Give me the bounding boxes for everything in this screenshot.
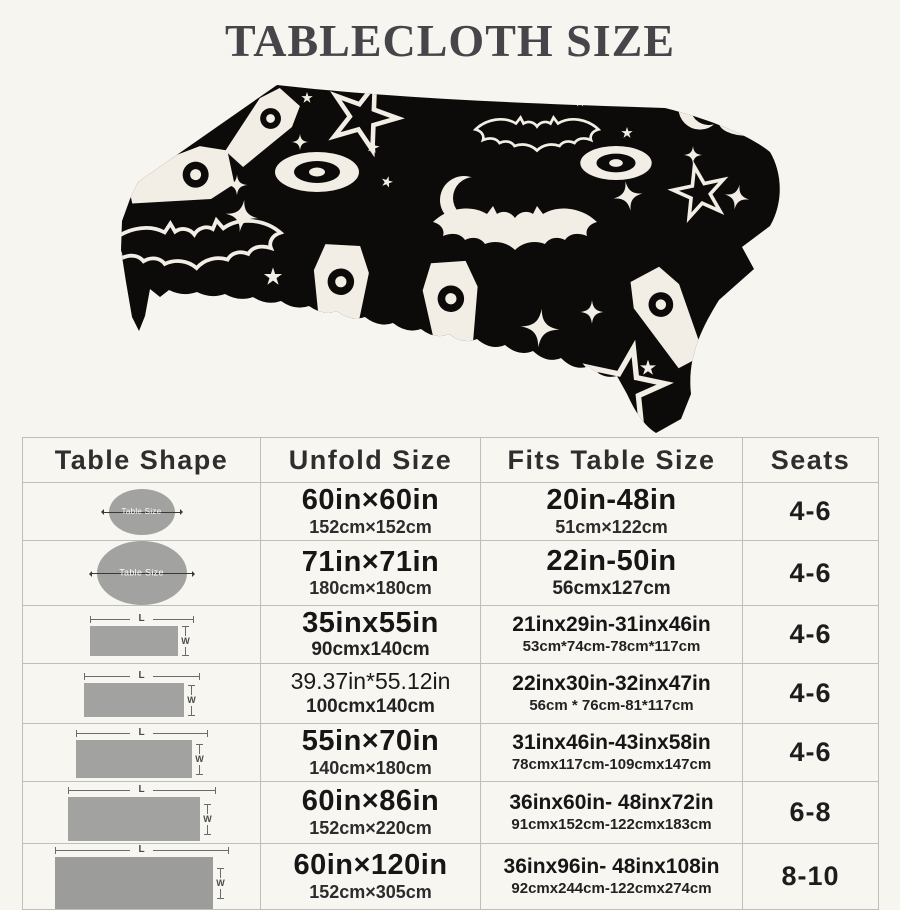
width-label: W [203,813,212,824]
unfold-size-metric: 90cmx140cm [311,639,430,661]
tick-icon [188,715,195,716]
length-label: L [138,727,145,738]
unfold-size-metric: 152cm×152cm [309,516,432,537]
tick-icon [196,774,203,775]
fits-cell [481,782,743,844]
shape-cell [23,724,261,782]
fits-size-value: 21inx29in-31inx46in [512,612,711,636]
table-rectangle [84,683,184,717]
fits-size-value: 22inx30in-32inx47in [512,671,711,695]
seats-cell: 8-10 [743,844,879,910]
length-dimension [84,670,200,682]
arrow-line-icon [76,733,131,734]
rectangle-table-icon [84,670,200,717]
seats-cell: 4-6 [743,483,879,541]
round-table-icon [109,489,175,535]
unfold-size-value: 60in×60in [301,484,440,517]
unfold-cell [261,664,481,724]
width-dimension [184,683,200,717]
unfold-size-metric: 152cm×220cm [309,817,432,838]
fits-size-value: 20in-48in [546,484,677,517]
fits-size-metric: 51cm×122cm [555,516,668,537]
width-dimension [213,857,229,909]
header-seats: Seats [743,438,879,483]
table-row [23,724,879,782]
fits-size-metric: 56cmx127cm [552,577,671,599]
shape-label: Table Size [121,506,162,516]
seats-cell: 4-6 [743,664,879,724]
header-unfold-size: Unfold Size [261,438,481,483]
rectangle-table-icon [90,613,194,656]
fits-size-value: 22in-50in [546,545,677,578]
unfold-size-value: 55in×70in [301,725,440,758]
seats-cell: 6-8 [743,782,879,844]
unfold-size-metric: 140cm×180cm [309,757,432,778]
arrow-line-icon [153,850,229,851]
header-table-shape: Table Shape [23,438,261,483]
unfold-cell [261,483,481,541]
fits-size-metric: 53cm*74cm-78cm*117cm [522,638,701,656]
fits-size-metric: 91cmx152cm-122cmx183cm [511,816,712,834]
length-label: L [138,784,145,795]
rectangle-table-icon [76,727,208,778]
arrow-line-icon [199,745,200,754]
seats-cell: 4-6 [743,724,879,782]
table-row [23,483,879,541]
arrow-line-icon [84,676,131,677]
length-label: L [138,670,145,681]
tick-icon [217,898,224,899]
rectangle-table-icon [55,844,229,909]
arrow-line-icon [207,805,208,814]
page-title: TABLECLOTH SIZE [224,15,676,66]
width-dimension [200,797,216,841]
shape-cell [23,483,261,541]
fits-cell [481,541,743,606]
tick-icon [204,834,211,835]
rectangle-table-icon [68,784,216,841]
crescent-moon-icon [678,86,728,129]
shape-cell [23,664,261,724]
arrow-line-icon [220,889,221,898]
unfold-cell [261,782,481,844]
length-dimension [55,844,229,856]
unfold-size-value: 35inx55in [302,606,439,639]
unfold-cell [261,541,481,606]
arrow-line-icon [207,825,208,834]
fits-size-metric: 56cm * 76cm-81*117cm [529,697,694,715]
table-row [23,541,879,606]
unfold-size-value: 39.37in*55.12in [290,668,451,695]
arrow-line-icon [153,790,216,791]
arrow-line-icon [185,647,186,656]
fits-cell [481,483,743,541]
fits-cell [481,606,743,664]
shape-label: Table Size [119,567,164,578]
tick-icon [182,655,189,656]
arrow-line-icon [68,790,131,791]
shape-cell [23,541,261,606]
fits-size-metric: 78cmx117cm-109cmx147cm [511,756,712,774]
eyeball-icon [275,152,359,192]
length-dimension [76,727,208,739]
arrow-line-icon [191,706,192,715]
length-label: L [138,613,145,624]
arrow-line-icon [55,850,131,851]
length-dimension [90,613,194,625]
table-rectangle [68,797,200,841]
eyeball-icon [580,146,651,180]
fits-size-value: 36inx96in- 48inx108in [503,854,720,878]
table-rectangle [90,626,178,656]
arrow-line-icon [220,869,221,878]
unfold-size-metric: 180cm×180cm [309,578,432,599]
table-row [23,782,879,844]
arrow-line-icon [153,676,200,677]
unfold-size-value: 60in×120in [293,849,448,882]
table-rectangle [76,740,192,778]
fits-size-value: 36inx60in- 48inx72in [509,790,714,814]
size-chart-table [22,437,879,910]
shape-cell [23,606,261,664]
fits-size-value: 31inx46in-43inx58in [512,730,711,754]
seats-cell: 4-6 [743,606,879,664]
table-row [23,606,879,664]
star-icon [575,97,585,107]
arrow-line-icon [185,627,186,636]
length-dimension [68,784,216,796]
fits-size-metric: 92cmx244cm-122cmx274cm [511,880,712,898]
arrow-line-icon [90,619,131,620]
arrow-line-icon [199,765,200,774]
fits-cell [481,664,743,724]
header-fits-table-size: Fits Table Size [481,438,743,483]
round-table-icon [97,541,187,605]
coffin-icon [310,244,371,353]
width-label: W [195,753,204,764]
width-label: W [181,635,190,646]
arrow-line-icon [153,619,194,620]
width-label: W [216,877,225,888]
table-header-row [23,438,879,483]
unfold-cell [261,724,481,782]
table-rectangle [55,857,213,909]
width-label: W [187,694,196,705]
seats-cell: 4-6 [743,541,879,606]
length-label: L [138,844,145,855]
unfold-size-value: 60in×86in [301,785,440,818]
table-row [23,664,879,724]
unfold-size-value: 71in×71in [301,545,440,578]
unfold-cell [261,606,481,664]
fits-cell [481,724,743,782]
arrow-line-icon [153,733,208,734]
arrow-line-icon [191,686,192,695]
unfold-size-metric: 100cmx140cm [306,695,435,717]
eyeball-icon [719,108,778,136]
width-dimension [192,740,208,778]
shape-cell [23,782,261,844]
unfold-size-metric: 152cm×305cm [309,881,432,902]
width-dimension [178,626,194,656]
